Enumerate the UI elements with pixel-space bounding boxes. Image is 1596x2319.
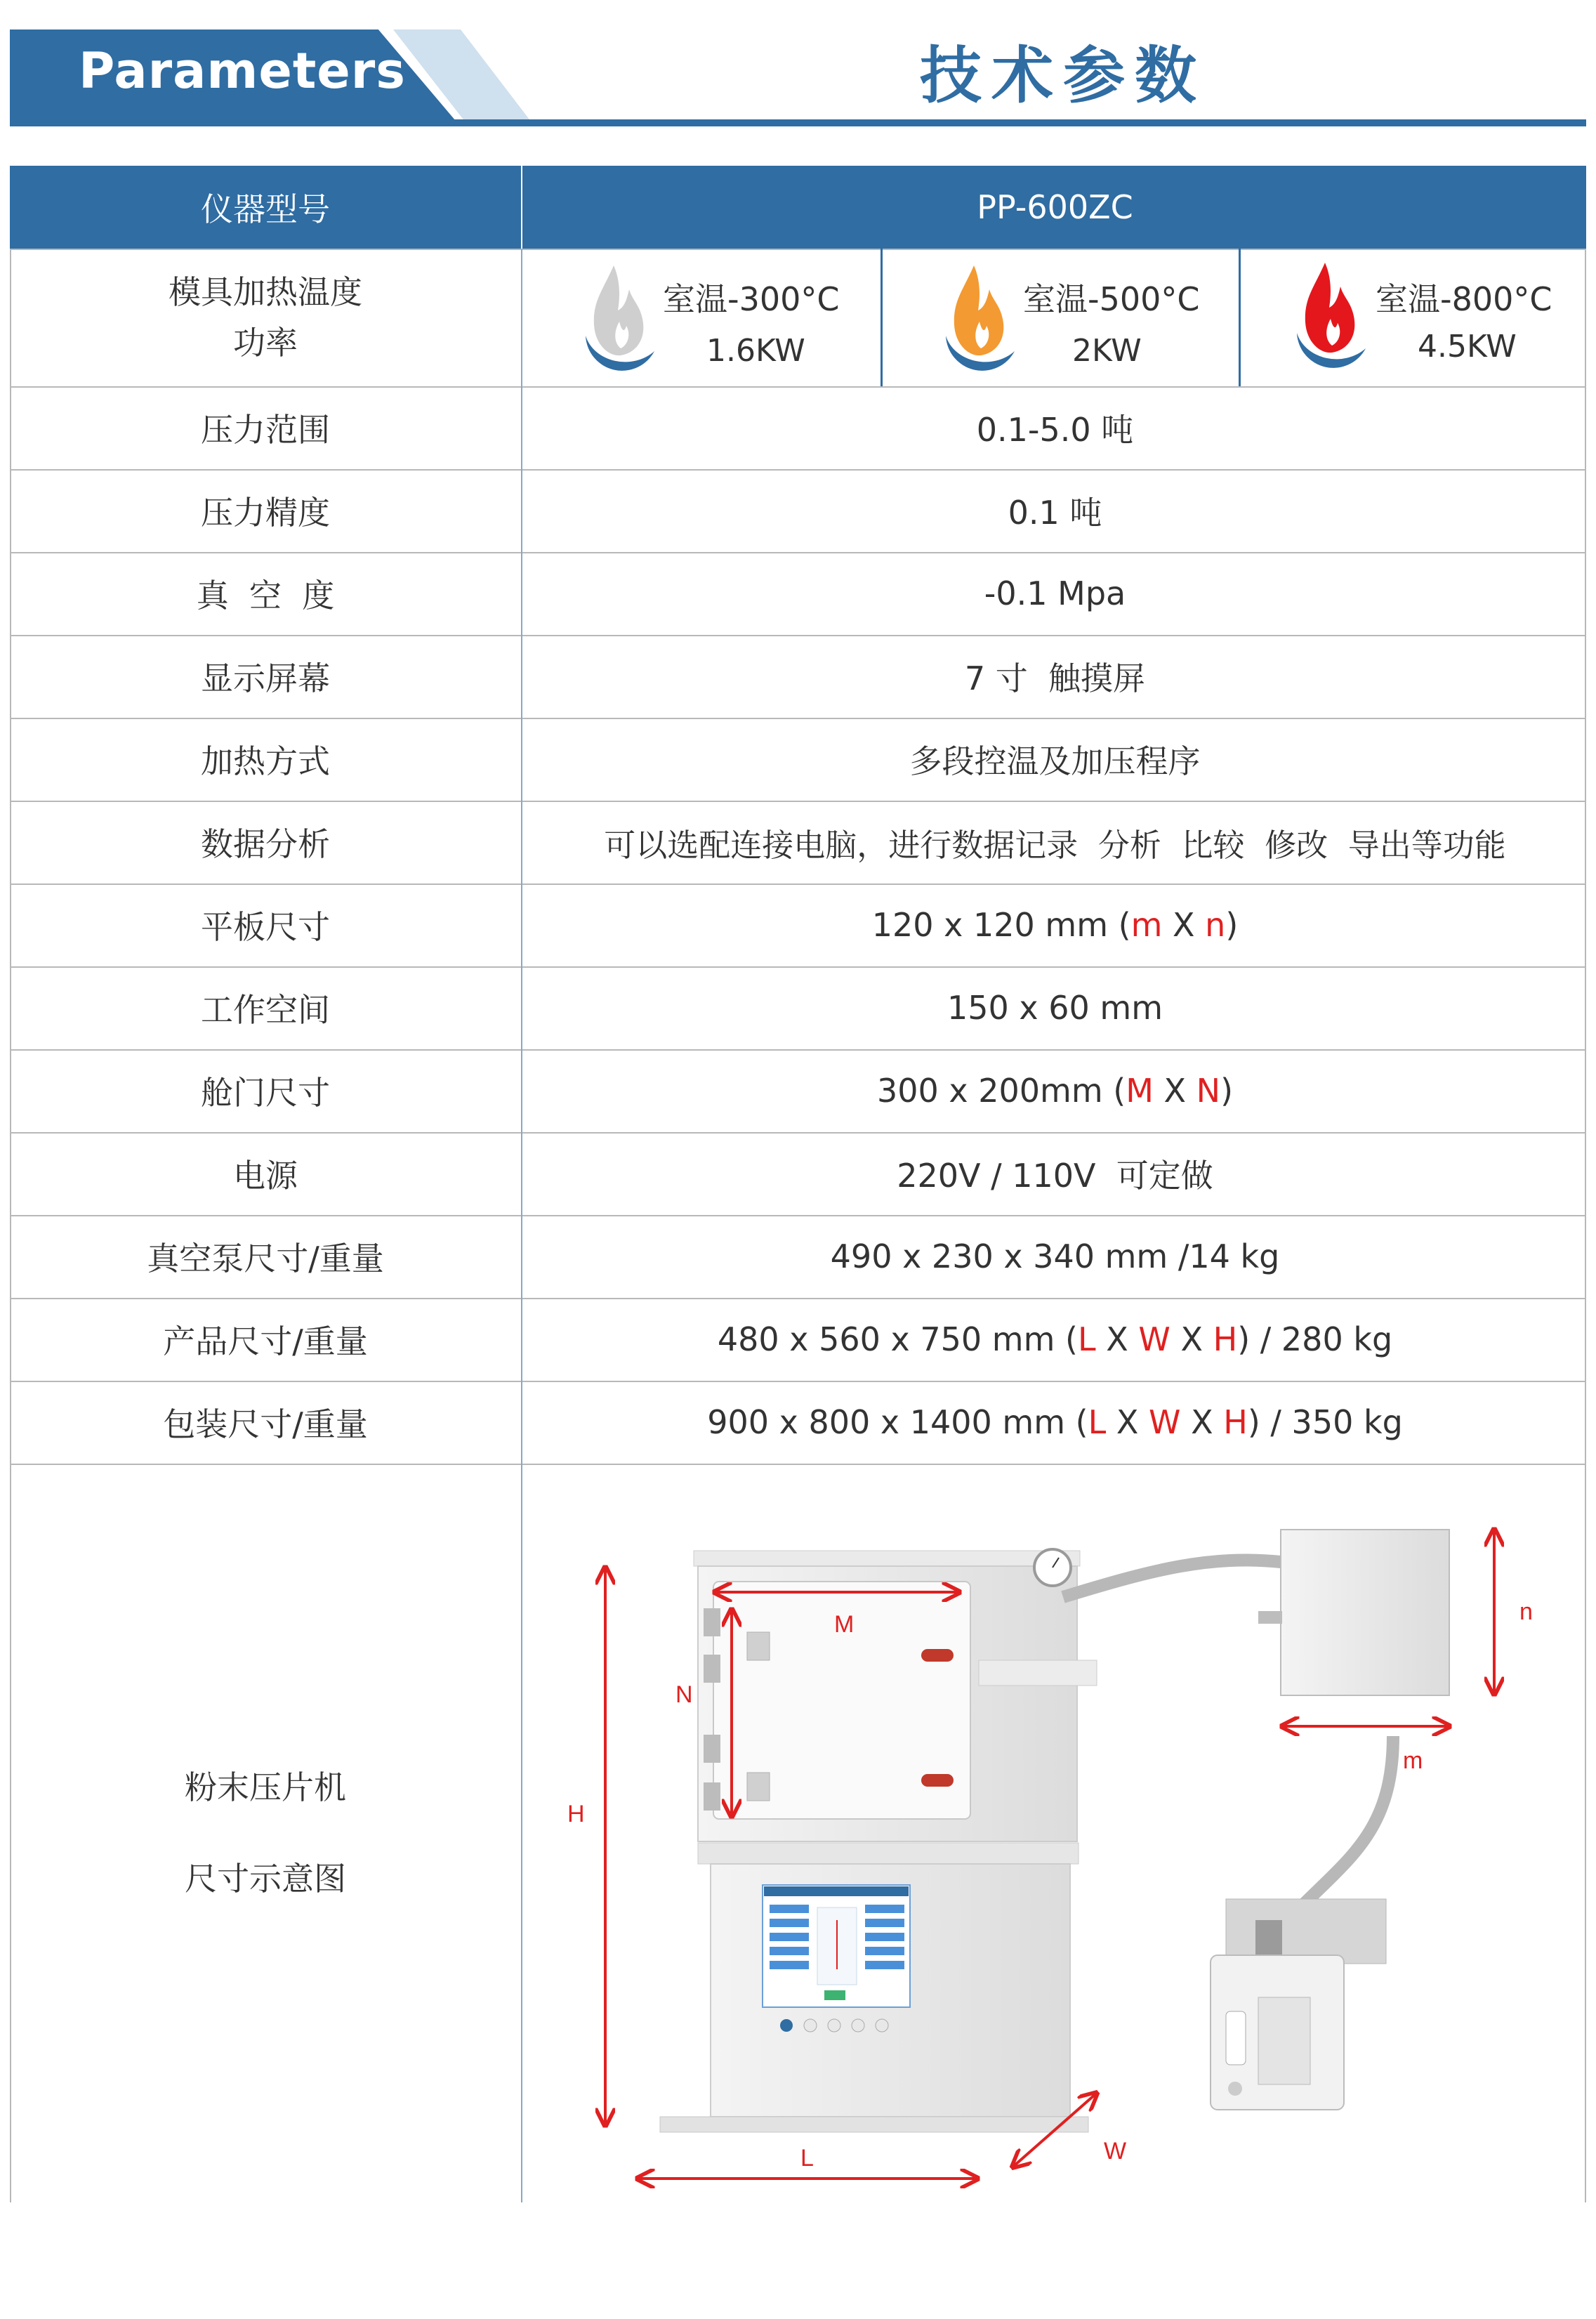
page-header (0, 0, 1596, 133)
heating-power-300: 1.6KW (706, 333, 805, 369)
dim-label-n: n (1519, 1598, 1533, 1625)
heating-label-line1: 模具加热温度 (169, 273, 362, 311)
power-label: 电源 (233, 1157, 298, 1195)
table-row (10, 552, 1586, 636)
package-value (521, 1381, 1588, 1464)
table-row-pump (10, 1215, 1586, 1299)
diagram-label-line2: 尺寸示意图 (185, 1860, 346, 1898)
product-x: X (1095, 1320, 1139, 1358)
heating-option-500 (881, 249, 1241, 386)
product-dim-w: W (1138, 1320, 1170, 1358)
header-title-cn: 技术参数 (920, 39, 1207, 112)
dim-label-m: m (1403, 1747, 1423, 1774)
table-row-package (10, 1381, 1586, 1465)
diagram-label-line1: 粉末压片机 (185, 1768, 346, 1806)
table-row (10, 718, 1586, 802)
row-label: 压力范围 (201, 411, 330, 449)
door-end: ) (1220, 1072, 1234, 1110)
dim-label-L: L (800, 2145, 814, 2172)
flame-icon (925, 258, 1023, 378)
heating-options (521, 249, 1588, 386)
dim-label-H: H (567, 1801, 585, 1827)
table-row-heating (10, 249, 1586, 388)
heating-option-300 (522, 249, 881, 386)
heating-label-line2: 功率 (233, 324, 298, 362)
vacuum-pump (1211, 1899, 1386, 2110)
door-value (521, 1049, 1588, 1132)
dim-label-N: N (675, 1681, 693, 1708)
row-label: 真 空 度 (196, 577, 335, 615)
header-rule (10, 119, 1586, 126)
package-size: 900 x 800 x 1400 mm ( (707, 1403, 1088, 1441)
header-title-en: Parameters (79, 42, 406, 100)
package-dim-h: H (1223, 1403, 1248, 1441)
row-value: 0.1 吨 (521, 469, 1588, 552)
diagram-label (10, 1464, 521, 2202)
model-value: PP-600ZC (521, 166, 1588, 249)
row-value: 多段控温及加压程序 (521, 718, 1588, 801)
model-label: 仪器型号 (201, 190, 330, 228)
flame-icon (1276, 256, 1374, 375)
power-value: 220V / 110V 可定做 (521, 1132, 1588, 1215)
heating-label (10, 249, 521, 386)
table-row (10, 801, 1586, 885)
heating-power-500: 2KW (1072, 333, 1142, 369)
row-label: 加热方式 (201, 742, 330, 780)
package-dim-w: W (1149, 1403, 1181, 1441)
plate-end: ) (1225, 906, 1239, 944)
product-dim-h: H (1213, 1320, 1238, 1358)
table-row (10, 635, 1586, 719)
package-end: ) / 350 kg (1247, 1403, 1403, 1441)
product-size: 480 x 560 x 750 mm ( (717, 1320, 1078, 1358)
table-row (10, 469, 1586, 553)
product-dim-l: L (1077, 1320, 1096, 1358)
row-label: 压力精度 (201, 494, 330, 532)
product-end: ) / 280 kg (1237, 1320, 1393, 1358)
product-value (521, 1298, 1588, 1381)
door-label: 舱门尺寸 (201, 1074, 330, 1112)
row-value: 7 寸 触摸屏 (521, 635, 1588, 718)
workspace-label: 工作空间 (201, 991, 330, 1029)
door-dim-m: M (1126, 1072, 1154, 1110)
table-row-product (10, 1298, 1586, 1382)
door-size: 300 x 200mm ( (876, 1072, 1126, 1110)
plate-label: 平板尺寸 (201, 908, 330, 946)
dim-label-W: W (1104, 2138, 1127, 2164)
plate-x: X (1162, 906, 1206, 944)
dim-label-M: M (834, 1611, 855, 1638)
plate-dim-m: m (1130, 906, 1163, 944)
row-label: 数据分析 (201, 825, 330, 863)
diagram-cell (521, 1464, 1588, 2202)
flame-icon (565, 258, 663, 378)
package-x: X (1180, 1403, 1224, 1441)
table-row (10, 386, 1586, 471)
table-header-row (10, 166, 1586, 250)
plate-size: 120 x 120 mm ( (871, 906, 1131, 944)
pump-label: 真空泵尺寸/重量 (147, 1240, 384, 1277)
table-row-workspace (10, 966, 1586, 1051)
table-row-power (10, 1132, 1586, 1216)
package-dim-l: L (1088, 1403, 1107, 1441)
heating-temp-800: 室温-800°C (1376, 280, 1552, 318)
plate-value (521, 883, 1588, 966)
plate-dim-n: n (1205, 906, 1226, 944)
table-row-door (10, 1049, 1586, 1134)
door-x: X (1153, 1072, 1196, 1110)
row-value: 可以选配连接电脑，进行数据记录 分析 比较 修改 导出等功能 (521, 801, 1588, 883)
machine-diagram (522, 1464, 1588, 2202)
workspace-value: 150 x 60 mm (521, 966, 1588, 1049)
row-value: 0.1-5.0 吨 (521, 386, 1588, 469)
heating-option-800 (1239, 249, 1590, 386)
control-box (1258, 1530, 1449, 1695)
door-dim-n: N (1196, 1072, 1221, 1110)
pump-value: 490 x 230 x 340 mm /14 kg (521, 1215, 1588, 1298)
product-x: X (1170, 1320, 1213, 1358)
heating-temp-300: 室温-300°C (663, 280, 840, 318)
row-label: 显示屏幕 (201, 659, 330, 697)
heating-temp-500: 室温-500°C (1023, 280, 1200, 318)
table-row-diagram (10, 1464, 1586, 2202)
package-x: X (1106, 1403, 1149, 1441)
package-label: 包装尺寸/重量 (163, 1405, 368, 1443)
row-value: -0.1 Mpa (521, 552, 1588, 635)
press-chamber (660, 1549, 1097, 2132)
heating-power-800: 4.5KW (1418, 329, 1517, 364)
table-row-plate (10, 883, 1586, 968)
product-label: 产品尺寸/重量 (163, 1322, 368, 1360)
